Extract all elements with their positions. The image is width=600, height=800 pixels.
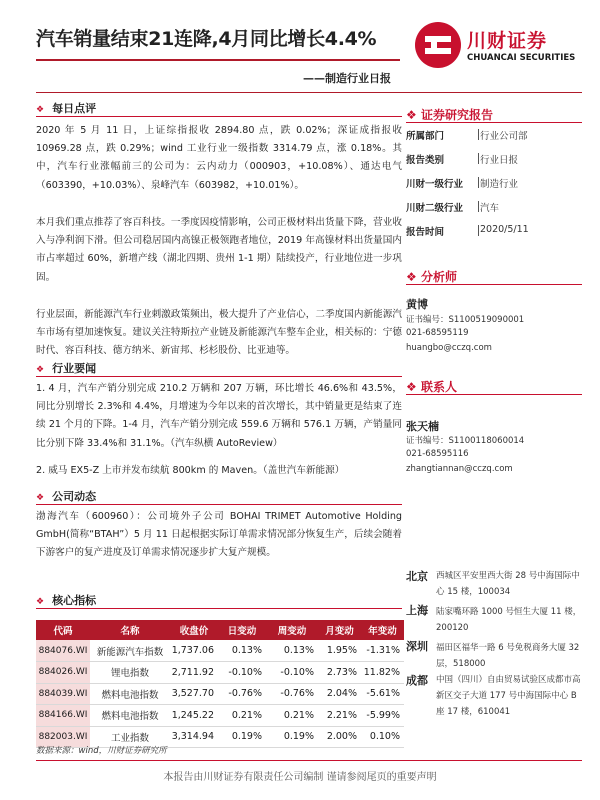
cell-weekly: 0.13% [266,640,318,662]
cell-daily: 0.21% [218,705,266,727]
cell-daily: -0.76% [218,683,266,705]
office-city-beijing: 北京 [406,570,428,583]
cell-weekly: 0.19% [266,726,318,748]
cell-name: 工业指数 [90,726,170,748]
contact-name: 张天楠 [406,420,439,433]
cell-close: 3,314.94 [170,726,218,748]
cell-name: 燃料电池指数 [90,683,170,705]
cell-weekly: -0.76% [266,683,318,705]
section-rule [36,608,402,609]
diamond-bullet-icon: ❖ [36,493,45,503]
cell-daily: -0.10% [218,662,266,684]
office-city-chengdu: 成都 [406,674,428,687]
office-address-shanghai: 陆家嘴环路 1000 号恒生大厦 11 楼，200120 [436,607,582,633]
column-header: 年变动 [361,620,404,640]
cell-weekly: -0.10% [266,662,318,684]
sidebar-rule [406,284,582,285]
core-index-table [36,620,404,748]
diamond-bullet-icon: ❖ [36,365,45,375]
cell-close: 3,527.70 [170,683,218,705]
column-header: 收盘价 [170,620,218,640]
column-header: 月变动 [318,620,361,640]
office-address-beijing: 西城区平安里西大街 28 号中海国际中心 15 楼，100034 [436,571,580,597]
footer-divider [36,760,582,761]
cell-code: 884026.WI [36,662,90,684]
contact-cert: 证书编号：S1100118060014 [406,436,525,446]
table-row [36,662,404,684]
column-header: 日变动 [218,620,266,640]
cell-yearly: -5.99% [361,705,404,727]
analyst-name: 黄博 [406,298,428,311]
contact-phone: 021-68595116 [406,449,469,459]
diamond-bullet-icon: ❖ [406,270,421,284]
section-heading-industry-news: ❖ 行业要闻 [36,362,97,375]
logo-emblem-icon [415,22,461,68]
column-header: 名称 [90,620,170,640]
cell-yearly: -1.31% [361,640,404,662]
section-rule [36,376,402,377]
cell-daily: 0.19% [218,726,266,748]
office-city-shenzhen: 深圳 [406,640,428,653]
company-logo [415,20,580,70]
cell-code: 884039.WI [36,683,90,705]
diamond-bullet-icon: ❖ [406,108,421,122]
cell-yearly: 0.10% [361,726,404,748]
report-title: 汽车销量结束21连降,4月同比增长4.4% [36,28,377,50]
cell-name: 燃料电池指数 [90,705,170,727]
sidebar-heading-report-info: ❖ 证券研究报告 [406,108,493,122]
cell-monthly: 2.73% [318,662,361,684]
cell-name: 锂电指数 [90,662,170,684]
diamond-bullet-icon: ❖ [36,597,45,607]
diamond-bullet-icon: ❖ [406,380,421,394]
section-rule [36,504,402,505]
analyst-phone: 021-68595119 [406,328,469,338]
table-header-row [36,620,404,640]
cell-yearly: 11.82% [361,662,404,684]
cell-daily: 0.13% [218,640,266,662]
cell-code: 884076.WI [36,640,90,662]
contact-email[interactable]: zhangtiannan@cczq.com [406,464,513,474]
header-divider [36,92,582,93]
cell-close: 2,711.92 [170,662,218,684]
table-row [36,683,404,705]
column-header: 周变动 [266,620,318,640]
cell-monthly: 2.04% [318,683,361,705]
sidebar-heading-contact: ❖ 联系人 [406,380,457,394]
sidebar-rule [406,122,582,123]
paragraph-industry-view: 行业层面，新能源汽车行业刺激政策频出，极大提升了产业信心，二季度国内新能源汽车市场有望加速恢复。建议关注特斯拉产业链及新能源汽车整车企业，相关标的：宁德时代、容百科技、德方纳米、新宙邦、杉杉股份、比亚迪等。 [36,309,402,357]
news-item: 2. 威马 EX5-Z 上市并发布续航 800km 的 Maven。（盖世汽车新能源） [36,465,345,476]
office-city-shanghai: 上海 [406,604,428,617]
cell-close: 1,245.22 [170,705,218,727]
logo-text-en: CHUANCAI SECURITIES [467,53,576,63]
cell-code: 884166.WI [36,705,90,727]
cell-name: 新能源汽车指数 [90,640,170,662]
diamond-bullet-icon: ❖ [36,105,45,115]
column-header: 代码 [36,620,90,640]
analyst-email[interactable]: huangbo@cczq.com [406,343,492,353]
section-rule [36,116,402,117]
news-item: 1. 4 月，汽车产销分别完成 210.2 万辆和 207 万辆，环比增长 46.6%和 43.5%，同比分别增长 2.3%和 4.4%，月增速为今年以来的首次增长，其中销量更是结束了连续 21 个月的下降。1-4 月，汽车产销分别完成 559.6 万辆和 576.1 万辆，产销量同比分别下降 33.4%和 31.1%。（汽车纵横 AutoReview） [36,383,402,449]
logo-text-cn: 川财证券 [467,30,548,52]
cell-monthly: 2.00% [318,726,361,748]
sidebar-heading-analyst: ❖ 分析师 [406,270,457,284]
cell-code: 882003.WI [36,726,90,748]
table-row [36,705,404,727]
analyst-cert: 证书编号：S1100519090001 [406,315,525,325]
cell-close: 1,737.06 [170,640,218,662]
cell-monthly: 2.21% [318,705,361,727]
office-address-shenzhen: 福田区福华一路 6 号免税商务大厦 32 层，518000 [436,643,580,669]
section-heading-daily-comment: ❖ 每日点评 [36,102,97,115]
section-heading-core-index: ❖ 核心指标 [36,594,97,607]
office-address-chengdu: 中国（四川）自由贸易试验区成都市高新区交子大道 177 号中海国际中心 B 座 17 楼，610041 [436,675,581,717]
cell-yearly: -5.61% [361,683,404,705]
footer-disclaimer: 本报告由川财证券有限责任公司编制 谨请参阅尾页的重要声明 [163,772,437,783]
data-source-note: 数据来源：wind，川财证券研究所 [36,746,167,756]
paragraph-market-summary: 2020 年 5 月 11 日，上证综指报收 2894.80 点，跌 0.02%；深证成指报收 10969.28 点，跌 0.29%；wind 工业行业一级指数 3314.79 点，涨 0.18%。其中，汽车行业涨幅前三的公司为：云内动力（000903，+10.08%）、通达电气（603390，+10.03%）、泉峰汽车（603982，+10.01%）。 [36,125,402,191]
sidebar-rule [406,394,582,395]
title-underline [36,59,400,61]
paragraph-recommendation: 本月我们重点推荐了容百科技。一季度因疫情影响，公司正极材料出货量下降，营业收入与净利润下滑。但公司稳居国内高镍正极领跑者地位，2019 年高镍材料出货量国内市占率超过 60%，新增产线（湖北四期、贵州 1-1 期）陆续投产，行业地位进一步巩固。 [36,217,402,283]
cell-monthly: 1.95% [318,640,361,662]
company-news-text: 渤海汽车（600960）：公司境外子公司 BOHAI TRIMET Automotive Holding GmbH(简称“BTAH”）5 月 11 日起根据实际订单需求情况部分恢复生产，后续会随着下游客户的复产进度及订单需求情况逐步扩大复产规模。 [36,511,402,559]
table-row [36,640,404,662]
report-subtitle: ——制造行业日报 [303,72,391,85]
section-heading-company-news: ❖ 公司动态 [36,490,97,503]
cell-weekly: 0.21% [266,705,318,727]
